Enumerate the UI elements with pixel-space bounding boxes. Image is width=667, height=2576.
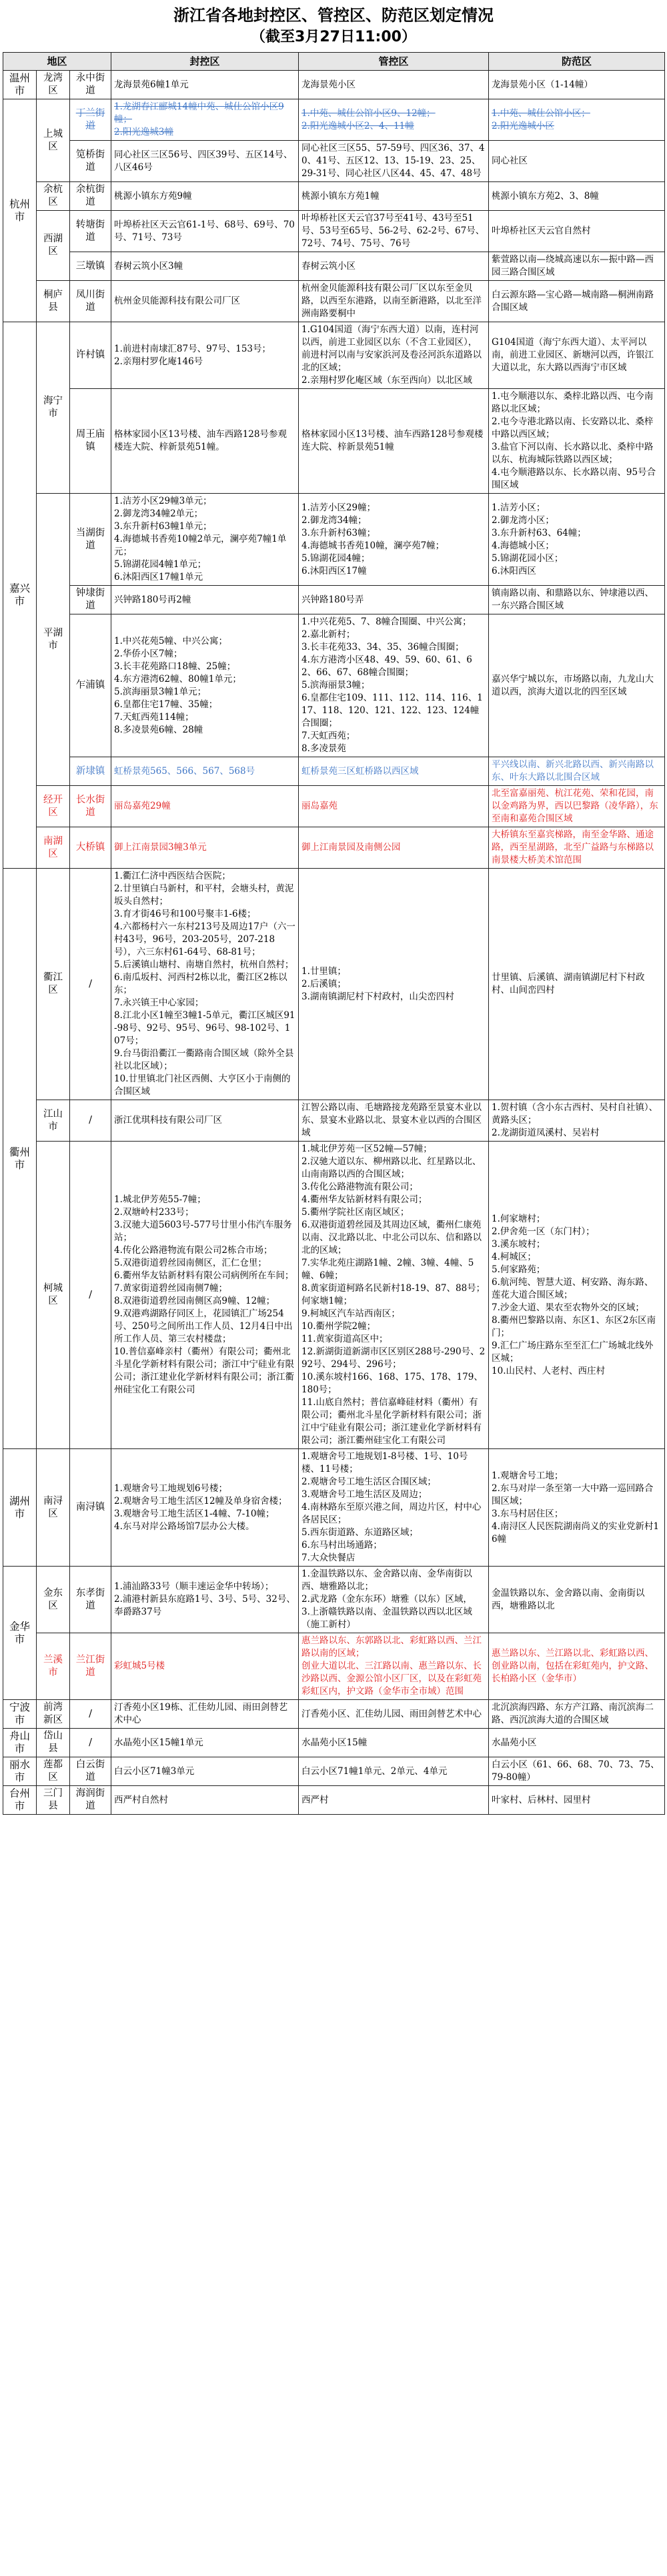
sealed-cell: 浙江优琪科技有限公司厂区 xyxy=(111,1100,299,1142)
precaution-cell: 平兴线以南、新兴北路以西、新兴南路以东、叶东大路以北围合区域 xyxy=(489,757,665,786)
precaution-cell: 桃源小镇东方苑2、3、8幢 xyxy=(489,182,665,211)
table-row xyxy=(3,141,665,182)
table-row xyxy=(3,211,665,252)
sealed-cell: 1.浦汕路33号（顺丰速运金华中转场）； 2.浦港村新县东庭路1号、3号、5号、32号、奉爵路37号 xyxy=(111,1567,299,1633)
district-cell: 前湾新区 xyxy=(37,1700,70,1729)
town-cell: 三墩镇 xyxy=(70,252,111,281)
town-cell: 乍浦镇 xyxy=(70,614,111,757)
sealed-cell: 1.洁芳小区29幢3单元； 2.御龙湾34幢2单元； 3.东升新村63幢1单元； 4.海德城书香苑10幢2单元，澜亭苑7幢1单元； 5.锦湖花园4幢1单元； 6.沐阳西区17幢1单元 xyxy=(111,494,299,586)
precaution-cell: 1.中苑、城仕公馆小区； 2.阳光逸城小区 xyxy=(489,99,665,141)
town-cell: 大桥镇 xyxy=(70,827,111,869)
sealed-cell: 丽岛嘉苑29幢 xyxy=(111,786,299,827)
district-cell: 衢江区 xyxy=(37,869,70,1100)
page xyxy=(3,0,664,1815)
district-cell: 南浔区 xyxy=(37,1449,70,1567)
table-row xyxy=(3,1729,665,1757)
controlled-cell: 1.金温铁路以东、金舍路以南、金华南街以西、塘雅路以北； 2.武龙路（金东东环）塘雅（以东）区域， 3.上浙赣铁路以南、金温铁路以西以北区域（施工新村） xyxy=(299,1567,489,1633)
table-row xyxy=(3,322,665,389)
sealed-cell: 1.城北伊芳苑55-7幢； 2.双塘岭村233号； 3.汉驰大道5603号-577号廿里小伟汽车服务站； 4.传化公路港物流有限公司2栋合市场； 5.双港街道碧丝园南侧区，汇仁仓里； 6.衢州华友钴新材料有限公司病例所在车间； 7.黄家街道碧丝园南侧7幢； 8.双港街道碧丝园南侧区高9幢、12幢； 9.双港鸡湖路仔同区上，花园镇汇广场254号、250号之间所出工作人员、12月4日中出所工作人员、第三农村楼盘； 10.普信嘉峰亲村（衢州）有限公司；衢州北斗星化学新材料有限公司；浙江中宁硅业有限公司；浙江建业化学新材料有限公司；浙江衢州硅宝化工有限公司 xyxy=(111,1142,299,1449)
table-header-row xyxy=(3,53,665,71)
controlled-cell: 西严村 xyxy=(299,1786,489,1815)
table-row xyxy=(3,586,665,614)
precaution-cell: 1.贺村镇（含小东古西村、吴村自社镇）、黄路头区； 2.龙湖街道凤溪村、吴岩村 xyxy=(489,1100,665,1142)
town-cell: 笕桥街道 xyxy=(70,141,111,182)
precaution-cell: 叶埠桥社区天云官自然村 xyxy=(489,211,665,252)
controlled-cell: 龙海景苑小区 xyxy=(299,71,489,99)
table-row xyxy=(3,494,665,586)
controlled-cell: 汀香苑小区、汇佳幼儿园、雨田剑替艺术中心 xyxy=(299,1700,489,1729)
controlled-cell: 1.观塘舍号工地规划1-8号楼、1号、10号楼、11号楼； 2.观塘舍号工地生活区合围区域； 3.观塘舍号工地生活区及周边； 4.南林路东至原兴港之间，周边片区，村中心各居民区； 5.西东街道路、东道路区域； 6.东马村出场通路； 7.大众快餐店 xyxy=(299,1449,489,1567)
district-cell: 桐庐县 xyxy=(37,281,70,322)
district-cell: 海宁市 xyxy=(37,322,70,494)
sealed-cell: 1.衢江仁济中西医结合医院； 2.廿里镇白马新村，和平村，会塘头村，黄泥坂头自然村； 3.育才街46号和100号聚丰1-6楼； 4.六都杨村六一东村213号及周边17户（六一村43号，96号，203-205号，207-218号），六三东村61-64号、68-81号； 5.后溪镇山塘村、南塘自然村，杭州自然村； 6.南瓜坂村、河西村2栋以北，衢江区2栋以东； 7.永兴镇王中心家园； 8.江北小区1幢至3幢1-5单元，衢江区城区91-98号、92号、95号、96号、98-102号、107号； 9.台马街沿衢江一衢路南合围区域（除外全县社以北区域）； 10.廿里镇北门社区西侧、大亨区小于南侧的合围区域 xyxy=(111,869,299,1100)
table-row xyxy=(3,1567,665,1633)
city-cell: 金华市 xyxy=(3,1567,37,1700)
sealed-cell: 龙海景苑6幢1单元 xyxy=(111,71,299,99)
controlled-cell: 1.中兴花苑5、7、8幢合围圈、中兴公寓； 2.嘉北新村； 3.长丰花苑33、34、35、36幢合围圈； 4.东方港湾小区48、49、59、60、61、62、66、67、68幢合围圈； 5.滨海丽景3幢； 6.皇都住宅109、111、112、114、116、117、118、120、121、122、123、124幢合围圈； 7.天虹西苑； 8.多凌景苑 xyxy=(299,614,489,757)
controlled-cell: 惠兰路以东、东郭路以北、彩虹路以西、兰江路以南的区域； 创业大道以北、三江路以南、惠兰路以东、长沙路以西、金源公馆小区厂区，以及在彩虹苑彩虹区内，护文路（金华市全市域）范围 xyxy=(299,1633,489,1700)
district-cell: 莲都区 xyxy=(37,1757,70,1786)
sealed-cell: 叶埠桥社区天云官61-1号、68号、69号、70号、71号、73号 xyxy=(111,211,299,252)
district-cell: 平湖市 xyxy=(37,494,70,786)
town-cell: / xyxy=(70,869,111,1100)
controlled-cell: 虹桥景苑三区虹桥路以西区域 xyxy=(299,757,489,786)
district-cell: 南湖区 xyxy=(37,827,70,869)
sealed-cell: 兴钟路180号再2幢 xyxy=(111,586,299,614)
controlled-cell: 江智公路以南、毛塘路接龙苑路至景宴木业以东、景宴木业路以北、景宴木业以西的合围区域 xyxy=(299,1100,489,1142)
sealed-cell: 春树云筑小区3幢 xyxy=(111,252,299,281)
city-cell: 衢州市 xyxy=(3,869,37,1449)
table-row xyxy=(3,1757,665,1786)
precaution-cell: 白云源东路—宝心路—城南路—桐洲南路合围区域 xyxy=(489,281,665,322)
controlled-cell: 水晶苑小区15幢 xyxy=(299,1729,489,1757)
table-row xyxy=(3,786,665,827)
town-cell: 周王庙镇 xyxy=(70,389,111,494)
sealed-cell: 杭州金贝能源科技有限公司厂区 xyxy=(111,281,299,322)
city-cell: 温州市 xyxy=(3,71,37,99)
header-precaution: 防范区 xyxy=(489,53,665,71)
district-cell: 龙湾区 xyxy=(37,71,70,99)
city-cell: 杭州市 xyxy=(3,99,37,322)
table-row xyxy=(3,757,665,786)
precaution-cell: 北沉滨海四路、东方产江路、南沉滨海二路、西沉滨海大道的合围区域 xyxy=(489,1700,665,1729)
district-cell: 岱山县 xyxy=(37,1729,70,1757)
controlled-cell: 桃源小镇东方苑1幢 xyxy=(299,182,489,211)
table-row xyxy=(3,99,665,141)
sealed-cell: 彩虹城5号楼 xyxy=(111,1633,299,1700)
city-cell: 舟山市 xyxy=(3,1729,37,1757)
district-cell: 江山市 xyxy=(37,1100,70,1142)
controlled-cell: 叶埠桥社区天云官37号至41号、43号至51号、53号至65号、56-2号、62-2号、67号、72号、74号、75号、76号 xyxy=(299,211,489,252)
header-region: 地区 xyxy=(3,53,111,71)
city-cell: 湖州市 xyxy=(3,1449,37,1567)
town-cell: 转塘街道 xyxy=(70,211,111,252)
sealed-cell: 御上江南景园3幢3单元 xyxy=(111,827,299,869)
controlled-cell: 1.廿里镇； 2.后溪镇； 3.湖南镇湖尼村下村政村，山尖峦四村 xyxy=(299,869,489,1100)
page-title: 浙江省各地封控区、管控区、防范区划定情况 xyxy=(173,6,494,25)
table-row xyxy=(3,827,665,869)
precaution-cell: 紫萱路以南—绕城高速以东—振中路—西园三路合围区域 xyxy=(489,252,665,281)
precaution-cell: 金温铁路以东、金舍路以南、金南街以西，塘雅路以北 xyxy=(489,1567,665,1633)
controlled-cell: 1.城北伊芳苑一区52幢—57幢； 2.汉驰大道以东、柳州路以北、红星路以北、山南南路以西的合围区域； 3.传化公路港物流有限公司； 4.衢州华友钴新材料有限公司； 5.衢州学院社区南区域区； 6.双港街道碧丝园及其周边区域，衢州仁康苑以南、汉北路以北、中北公司以东、信和路以北的区域； 7.实华北苑庄湖路1幢、2幢、3幢、4幢、5幢、6幢； 8.黄家街道柯路名民新村18-19、87、88号；何家塘1幢； 9.柯城区汽车站西南区； 10.衢州学院2幢； 11.黄家街道高区中； 12.新湖街道新湖市区区别区288号-290号、292号、294号、296号； 10.溪东坡村166、168、175、178、179、180号； 11.山底自然村；普信嘉峰硅材料（衢州）有限公司；衢州北斗星化学新材料有限公司；浙江中宁硅业有限公司；浙江建业化学新材料有限公司；浙江衢州硅宝化工有限公司 xyxy=(299,1142,489,1449)
table-row xyxy=(3,1700,665,1729)
controlled-cell: 丽岛嘉苑 xyxy=(299,786,489,827)
district-cell: 西湖区 xyxy=(37,211,70,281)
sealed-cell: 1.中兴花苑5幢、中兴公寓； 2.华侨小区7幢； 3.长丰花苑路口18幢、25幢； 4.东方港湾62幢、80幢1单元； 5.滨海丽景3幢1单元； 6.皇都住宅17幢、35幢； 7.天虹西苑114幢； 8.多凌景苑6幢、28幢 xyxy=(111,614,299,757)
table-row xyxy=(3,1449,665,1567)
table-row xyxy=(3,1142,665,1449)
town-cell: 兰江街道 xyxy=(70,1633,111,1700)
sealed-cell: 白云小区71幢3单元 xyxy=(111,1757,299,1786)
sealed-cell: 1.观塘舍号工地规划6号楼； 2.观塘舍号工地生活区12幢及单身宿舍楼； 3.观塘舍号工地生活区1-4幢、7-10幢； 4.东马对岸公路场馆7层办公大楼。 xyxy=(111,1449,299,1567)
controlled-cell: 1.洁芳小区29幢； 2.御龙湾34幢； 3.东升新村63幢； 4.海德城书香苑10幢，澜亭苑7幢； 5.锦湖花园4幢； 6.沐阳西区17幢 xyxy=(299,494,489,586)
controlled-cell: 1.中苑、城仕公馆小区9、12幢； 2.阳光逸城小区2、4、11幢 xyxy=(299,99,489,141)
controlled-cell: 格林家园小区13号楼、油车西路128号参观楼连大院、梓新景苑51幢 xyxy=(299,389,489,494)
city-cell: 丽水市 xyxy=(3,1757,37,1786)
town-cell: 东孝街道 xyxy=(70,1567,111,1633)
table-row xyxy=(3,281,665,322)
town-cell: 凤川街道 xyxy=(70,281,111,322)
precaution-cell: 嘉兴华宁城以东，市场路以南，九龙山大道以西，滨海大道以北的四至区域 xyxy=(489,614,665,757)
precaution-cell: 叶家村、后林村、园里村 xyxy=(489,1786,665,1815)
sealed-cell: 1.龙湖春江郦城14幢中苑、城仕公馆小区9幢； 2.阳光逸城3幢 xyxy=(111,99,299,141)
sealed-cell: 格林家园小区13号楼、油车西路128号参观楼连大院、梓新景苑51幢。 xyxy=(111,389,299,494)
city-cell: 宁波市 xyxy=(3,1700,37,1729)
table-row xyxy=(3,869,665,1100)
controlled-cell: 白云小区71幢1单元、2单元、4单元 xyxy=(299,1757,489,1786)
precaution-cell: 1.屯今顺港以东、桑梓北路以西、屯今南路以北区域； 2.屯今寺港北路以南、长安路以北、桑梓中路以西区域； 3.盐官下河以南、长水路以北、桑梓中路以东、杭海城际铁路以西区域； 4.屯今顺港路以东、长水路以南、95号合围区域 xyxy=(489,389,665,494)
town-cell: 南浔镇 xyxy=(70,1449,111,1567)
town-cell: 白云街道 xyxy=(70,1757,111,1786)
precaution-cell: 惠兰路以东、兰江路以北、彩虹路以西、创业路以南，包括在彩虹苑内，护文路、长柏路小区（金华市） xyxy=(489,1633,665,1700)
table-row xyxy=(3,182,665,211)
town-cell: 长水街道 xyxy=(70,786,111,827)
header-sealed: 封控区 xyxy=(111,53,299,71)
table-row xyxy=(3,389,665,494)
header-controlled: 管控区 xyxy=(299,53,489,71)
town-cell: / xyxy=(70,1729,111,1757)
zone-table xyxy=(3,52,665,1815)
controlled-cell: 御上江南景园及南侧公园 xyxy=(299,827,489,869)
district-cell: 金东区 xyxy=(37,1567,70,1633)
district-cell: 三门县 xyxy=(37,1786,70,1815)
town-cell: 钟埭街道 xyxy=(70,586,111,614)
town-cell: 当湖街道 xyxy=(70,494,111,586)
precaution-cell: 水晶苑小区 xyxy=(489,1729,665,1757)
table-row xyxy=(3,614,665,757)
precaution-cell: 廿里镇、后溪镇、湖南镇湖尼村下村政村、山间峦四村 xyxy=(489,869,665,1100)
controlled-cell: 1.G104国道（海宁东西大道）以南，连村河以西，前进工业园区以东（不含工业园区），前进村河以南与安家浜河及卷泾河浜东道路以北的区域； 2.亲翔村罗化庵区域（东至西向）以北区域 xyxy=(299,322,489,389)
precaution-cell: 镇南路以南、和鼎路以东、钟埭港以西、一东兴路合围区域 xyxy=(489,586,665,614)
page-subtitle: （截至3月27日11:00） xyxy=(251,29,416,45)
precaution-cell: 1.洁芳小区； 2.御龙湾小区； 3.东升新村63、64幢； 4.海德城小区； 5.锦湖花园小区； 6.沐阳西区 xyxy=(489,494,665,586)
sealed-cell: 汀香苑小区19栋、汇佳幼儿园、雨田剑替艺术中心 xyxy=(111,1700,299,1729)
sealed-cell: 桃源小镇东方苑9幢 xyxy=(111,182,299,211)
sealed-cell: 西严村自然村 xyxy=(111,1786,299,1815)
sealed-cell: 1.前进村南埭汇87号、97号、153号； 2.亲翔村罗化庵146号 xyxy=(111,322,299,389)
precaution-cell: 北至富嘉丽苑、杭江花苑、荣和花园，南以金鸡路为界，西以巴黎路（凌华路），东至南和嘉苑合围区域 xyxy=(489,786,665,827)
city-cell: 嘉兴市 xyxy=(3,322,37,869)
precaution-cell: 大桥镇东至嘉宾梯路，南至金华路、通途路，西至星湖路，北至广益路与东梯路以南景楼大桥美术馆范围 xyxy=(489,827,665,869)
sealed-cell: 水晶苑小区15幢1单元 xyxy=(111,1729,299,1757)
controlled-cell: 春树云筑小区 xyxy=(299,252,489,281)
precaution-cell: 白云小区（61、66、68、70、73、75、79-80幢） xyxy=(489,1757,665,1786)
town-cell: / xyxy=(70,1700,111,1729)
table-row xyxy=(3,71,665,99)
table-row xyxy=(3,1633,665,1700)
town-cell: 许村镇 xyxy=(70,322,111,389)
town-cell: / xyxy=(70,1142,111,1449)
town-cell: 余杭街道 xyxy=(70,182,111,211)
controlled-cell: 同心社区三区55、57-59号、四区36、37、40、41号、五区12、13、15-19、23、25、29-31号、同心社区八区44、45、47、48号 xyxy=(299,141,489,182)
sealed-cell: 虹桥景苑565、566、567、568号 xyxy=(111,757,299,786)
precaution-cell: 龙海景苑小区（1-14幢） xyxy=(489,71,665,99)
table-row xyxy=(3,1100,665,1142)
precaution-cell: 1.观塘舍号工地； 2.东马对岸一条至第一大中路一巡回路合围区域； 3.东马村居住区； 4.南浔区人民医院湖南尚义的实业党新村16幢 xyxy=(489,1449,665,1567)
town-cell: 永中街道 xyxy=(70,71,111,99)
precaution-cell: 1.何家塘村； 2.伊舍苑一区（东门村）； 3.溪东坡村； 4.柯城区； 5.何家路苑； 6.航河纯、智慧大道、柯安路、海东路、莲花大道合围区域； 7.沙金大道、果农至农物外交的区域； 8.衢州巴黎路以南、东区1、东区2东区南门； 9.汇仁广场庄路东至至汇仁广场城北线外区城； 10.山民村、人老村、西庄村 xyxy=(489,1142,665,1449)
district-cell: 余杭区 xyxy=(37,182,70,211)
district-cell: 上城区 xyxy=(37,99,70,182)
town-cell: 海润街道 xyxy=(70,1786,111,1815)
controlled-cell: 兴钟路180号弄 xyxy=(299,586,489,614)
precaution-cell: 同心社区 xyxy=(489,141,665,182)
sealed-cell: 同心社区三区56号、四区39号、五区14号、八区46号 xyxy=(111,141,299,182)
town-cell: 新埭镇 xyxy=(70,757,111,786)
table-row xyxy=(3,252,665,281)
town-cell: / xyxy=(70,1100,111,1142)
precaution-cell: G104国道（海宁东西大道）、太平河以南，前进工业园区、新塘河以西，许银江大道以北，东大路以西海宁市区域 xyxy=(489,322,665,389)
controlled-cell: 杭州金贝能源科技有限公司厂区以东至金贝路，以西至东港路，以南至新港路，以北至洋洲南路要桐中 xyxy=(299,281,489,322)
table-row xyxy=(3,1786,665,1815)
district-cell: 柯城区 xyxy=(37,1142,70,1449)
district-cell: 经开区 xyxy=(37,786,70,827)
city-cell: 台州市 xyxy=(3,1786,37,1815)
district-cell: 兰溪市 xyxy=(37,1633,70,1700)
town-cell: 丁兰街道 xyxy=(70,99,111,141)
